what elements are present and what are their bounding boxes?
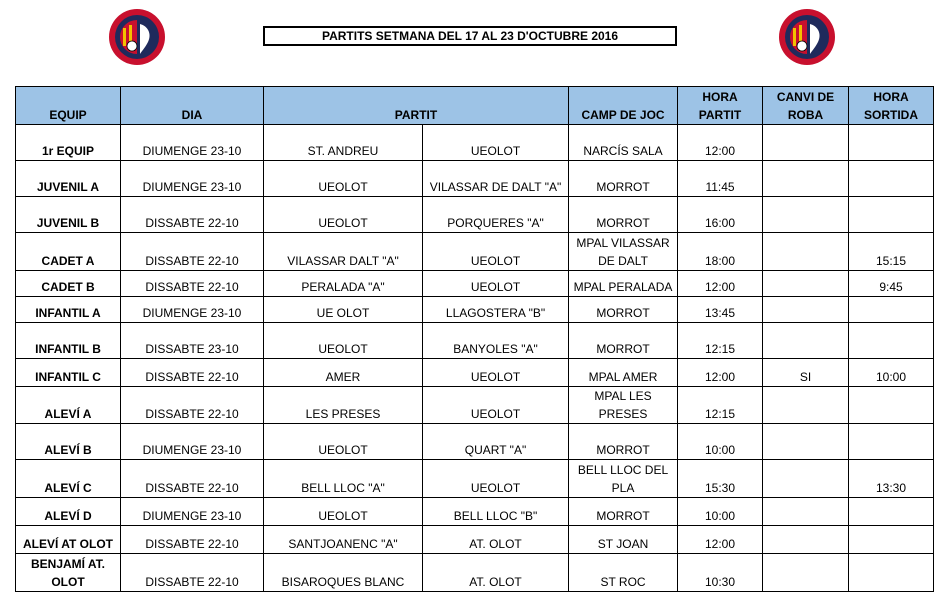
cell-dia: DISSABTE 22-10 [121,554,264,592]
cell-hora-partit: 10:00 [678,498,763,526]
cell-hora-partit: 11:45 [678,161,763,197]
cell-dia: DISSABTE 22-10 [121,197,264,233]
cell-canvi-roba [763,387,849,424]
cell-canvi-roba [763,197,849,233]
cell-camp: MPAL LES PRESES [569,387,678,424]
table-row [16,323,934,359]
cell-hora-partit: 18:00 [678,233,763,271]
cell-camp: BELL LLOC DEL PLA [569,460,678,498]
cell-camp: MPAL VILASSAR DE DALT [569,233,678,271]
cell-visitant: AT. OLOT [423,554,569,592]
cell-visitant: UEOLOT [423,387,569,424]
cell-canvi-roba [763,233,849,271]
cell-dia: DIUMENGE 23-10 [121,161,264,197]
cell-equip: ALEVÍ B [16,424,121,460]
cell-visitant: QUART "A" [423,424,569,460]
cell-hora-sortida [849,323,934,359]
cell-equip: INFANTIL C [16,359,121,387]
cell-hora-partit: 15:30 [678,460,763,498]
cell-hora-sortida [849,297,934,323]
table-row [16,297,934,323]
cell-local: BELL LLOC "A" [264,460,423,498]
cell-local: UEOLOT [264,498,423,526]
club-logo-left [108,8,166,66]
cell-visitant: UEOLOT [423,460,569,498]
cell-equip: 1r EQUIP [16,125,121,161]
matches-table [15,86,934,592]
cell-hora-sortida [849,161,934,197]
cell-canvi-roba [763,460,849,498]
cell-local: UEOLOT [264,323,423,359]
table-row [16,271,934,297]
cell-visitant: BANYOLES "A" [423,323,569,359]
cell-local: SANTJOANENC "A" [264,526,423,554]
cell-local: AMER [264,359,423,387]
cell-dia: DIUMENGE 23-10 [121,498,264,526]
header-partit: PARTIT [264,87,569,125]
table-row [16,197,934,233]
cell-dia: DIUMENGE 23-10 [121,125,264,161]
cell-equip: INFANTIL A [16,297,121,323]
cell-visitant: UEOLOT [423,359,569,387]
cell-dia: DISSABTE 22-10 [121,526,264,554]
cell-camp: MORROT [569,424,678,460]
cell-camp: MPAL AMER [569,359,678,387]
cell-dia: DISSABTE 22-10 [121,271,264,297]
cell-local: LES PRESES [264,387,423,424]
cell-hora-partit: 10:00 [678,424,763,460]
cell-camp: ST JOAN [569,526,678,554]
cell-equip: ALEVÍ C [16,460,121,498]
club-crest-icon [778,8,836,66]
cell-canvi-roba [763,161,849,197]
cell-dia: DISSABTE 22-10 [121,359,264,387]
cell-hora-sortida [849,125,934,161]
cell-canvi-roba [763,297,849,323]
cell-hora-sortida [849,554,934,592]
cell-hora-partit: 12:15 [678,323,763,359]
cell-local: BISAROQUES BLANC [264,554,423,592]
cell-visitant: VILASSAR DE DALT "A" [423,161,569,197]
cell-dia: DISSABTE 22-10 [121,233,264,271]
cell-hora-sortida [849,424,934,460]
cell-equip: ALEVÍ AT OLOT [16,526,121,554]
cell-hora-partit: 12:00 [678,359,763,387]
header-camp: CAMP DE JOC [569,87,678,125]
cell-camp: MORROT [569,197,678,233]
cell-camp: MPAL PERALADA [569,271,678,297]
cell-canvi-roba [763,424,849,460]
cell-hora-sortida: 10:00 [849,359,934,387]
page-title: PARTITS SETMANA DEL 17 AL 23 D'OCTUBRE 2016 [263,26,677,46]
cell-hora-sortida [849,498,934,526]
cell-camp: MORROT [569,297,678,323]
cell-visitant: UEOLOT [423,125,569,161]
cell-visitant: AT. OLOT [423,526,569,554]
cell-hora-partit: 12:00 [678,526,763,554]
cell-canvi-roba [763,323,849,359]
cell-camp: MORROT [569,498,678,526]
cell-hora-partit: 13:45 [678,297,763,323]
cell-dia: DISSABTE 22-10 [121,460,264,498]
cell-dia: DIUMENGE 23-10 [121,297,264,323]
cell-camp: MORROT [569,323,678,359]
header-hora-partit: HORA PARTIT [678,87,763,125]
table-row [16,460,934,498]
cell-visitant: BELL LLOC "B" [423,498,569,526]
cell-hora-partit: 12:15 [678,387,763,424]
cell-equip: JUVENIL A [16,161,121,197]
cell-hora-sortida: 13:30 [849,460,934,498]
table-row [16,498,934,526]
cell-canvi-roba [763,526,849,554]
cell-local: UE OLOT [264,297,423,323]
cell-camp: ST ROC [569,554,678,592]
cell-local: PERALADA "A" [264,271,423,297]
cell-local: ST. ANDREU [264,125,423,161]
table-row [16,554,934,592]
table-header-row [16,87,934,125]
cell-equip: INFANTIL B [16,323,121,359]
cell-camp: MORROT [569,161,678,197]
cell-visitant: UEOLOT [423,233,569,271]
cell-equip: JUVENIL B [16,197,121,233]
table-row [16,161,934,197]
cell-local: UEOLOT [264,161,423,197]
cell-dia: DISSABTE 22-10 [121,387,264,424]
header-equip: EQUIP [16,87,121,125]
cell-visitant: UEOLOT [423,271,569,297]
header-dia: DIA [121,87,264,125]
cell-equip: BENJAMÍ AT. OLOT [16,554,121,592]
cell-canvi-roba [763,271,849,297]
cell-hora-partit: 16:00 [678,197,763,233]
cell-canvi-roba [763,554,849,592]
cell-local: VILASSAR DALT "A" [264,233,423,271]
header-hora-sortida: HORA SORTIDA [849,87,934,125]
table-row [16,424,934,460]
cell-canvi-roba [763,498,849,526]
cell-local: UEOLOT [264,197,423,233]
cell-hora-sortida: 9:45 [849,271,934,297]
table-row [16,387,934,424]
cell-hora-partit: 10:30 [678,554,763,592]
header-canvi-roba: CANVI DE ROBA [763,87,849,125]
cell-dia: DISSABTE 23-10 [121,323,264,359]
cell-hora-sortida: 15:15 [849,233,934,271]
cell-hora-sortida [849,387,934,424]
cell-hora-sortida [849,197,934,233]
cell-hora-sortida [849,526,934,554]
cell-visitant: LLAGOSTERA "B" [423,297,569,323]
cell-canvi-roba: SI [763,359,849,387]
cell-hora-partit: 12:00 [678,271,763,297]
cell-dia: DIUMENGE 23-10 [121,424,264,460]
cell-hora-partit: 12:00 [678,125,763,161]
club-logo-right [778,8,836,66]
table-row [16,125,934,161]
cell-visitant: PORQUERES "A" [423,197,569,233]
cell-canvi-roba [763,125,849,161]
table-row [16,359,934,387]
cell-camp: NARCÍS SALA [569,125,678,161]
cell-equip: ALEVÍ D [16,498,121,526]
table-row [16,233,934,271]
cell-equip: CADET B [16,271,121,297]
cell-equip: CADET A [16,233,121,271]
cell-local: UEOLOT [264,424,423,460]
club-crest-icon [108,8,166,66]
table-row [16,526,934,554]
cell-equip: ALEVÍ A [16,387,121,424]
